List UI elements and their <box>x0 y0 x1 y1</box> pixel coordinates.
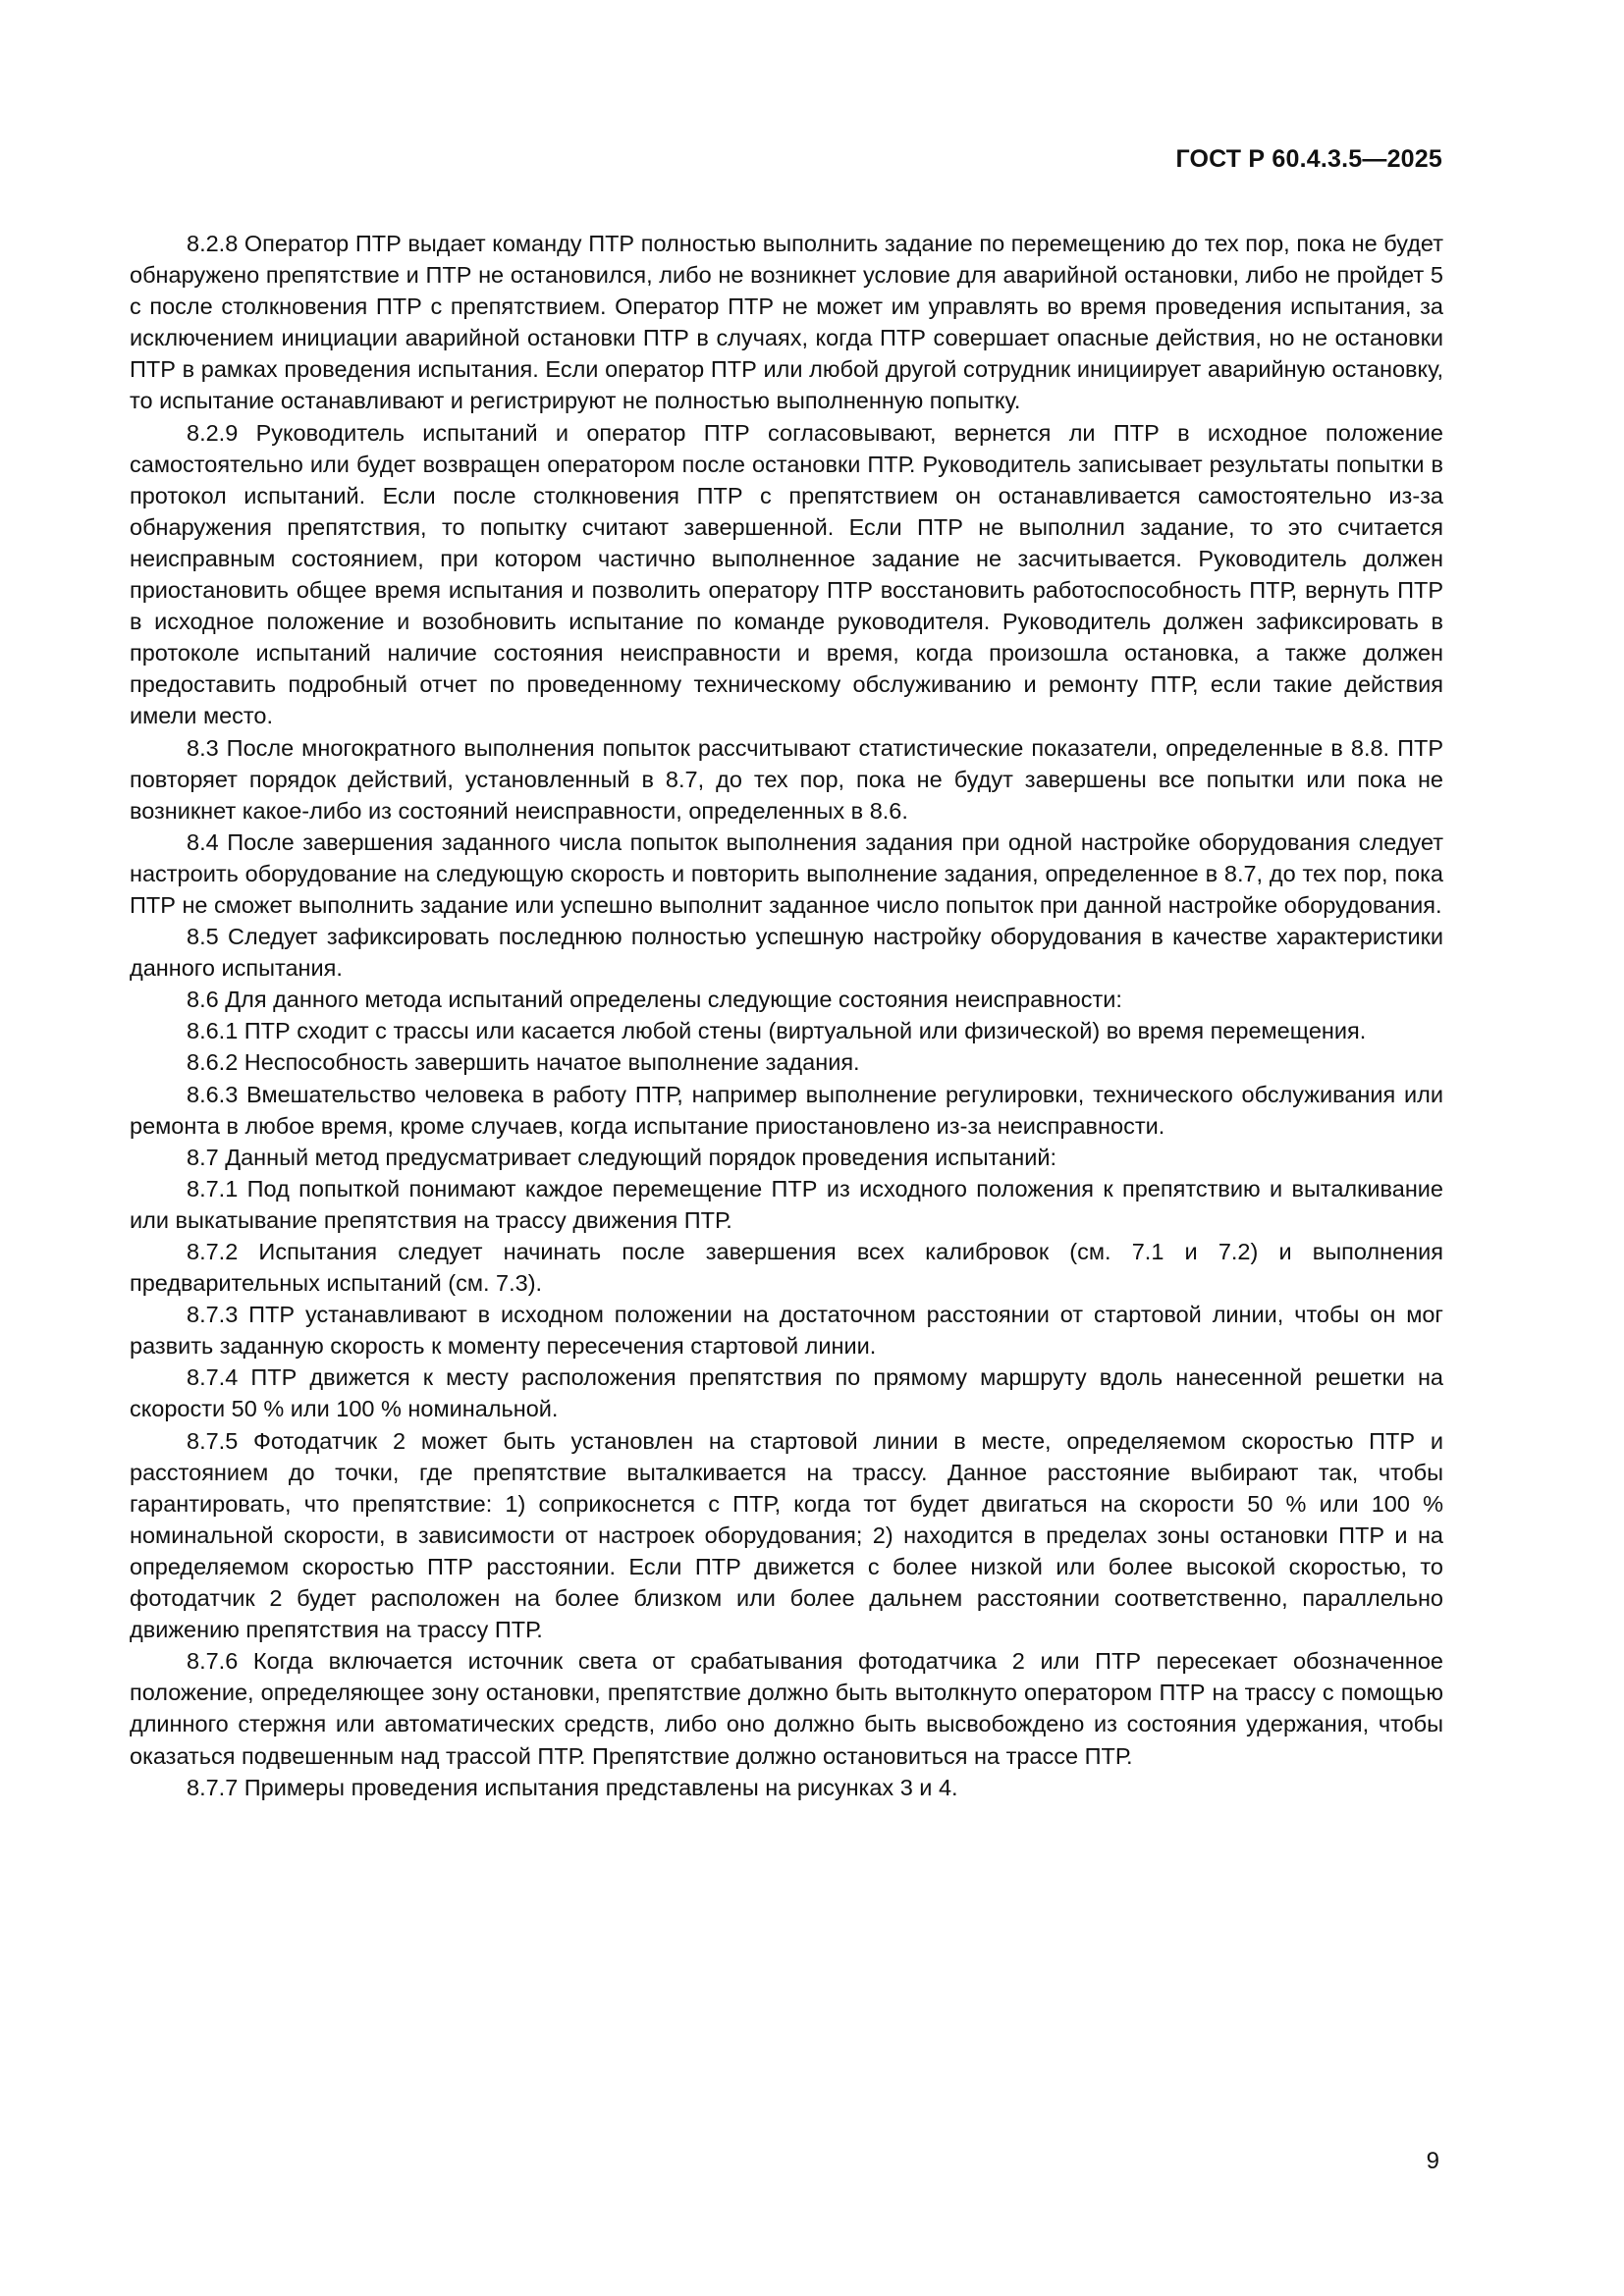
paragraph-8-7-5: 8.7.5 Фотодатчик 2 может быть установлен на стартовой линии в месте, определяемом скоростью ПТР и расстоянием до точки, где препятствие выталкивается на трассу. Данное расстояние выбирают так, чтобы гарантировать, что препятствие: 1) соприкоснется с ПТР, когда тот будет двигаться на скорости 50 % или 100 % номинальной скорости, в зависимости от настроек оборудования; 2) находится в пределах зоны остановки ПТР и на определяемом скоростью ПТР расстоянии. Если ПТР движется с более низкой или более высокой скоростью, то фотодатчик 2 будет расположен на более близком или более дальнем расстоянии соответственно, параллельно движению препятствия на трассу ПТР. <box>130 1427 1443 1643</box>
paragraph-8-6: 8.6 Для данного метода испытаний определены следующие состояния неисправности: <box>187 987 1122 1013</box>
paragraph-8-6-3: 8.6.3 Вмешательство человека в работу ПТР, например выполнение регулировки, технического обслуживания или ремонта в любое время, кроме случаев, когда испытание приостановлено из-за неисправности. <box>130 1081 1443 1139</box>
paragraph-8-6-2: 8.6.2 Неспособность завершить начатое выполнение задания. <box>187 1049 860 1076</box>
paragraph-8-2-8: 8.2.8 Оператор ПТР выдает команду ПТР полностью выполнить задание по перемещению до тех пор, пока не будет обнаружено препятствие и ПТР не остановился, либо не возникнет условие для аварийной остановки, либо не пройдет 5 с после столкновения ПТР с препятствием. Оператор ПТР не может им управлять во время проведения испытания, за исключением инициации аварийной остановки ПТР в случаях, когда ПТР совершает опасные действия, но не остановки ПТР в рамках проведения испытания. Если оператор ПТР или любой другой сотрудник инициирует аварийную остановку, то испытание останавливают и регистрируют не полностью выполненную попытку. <box>130 231 1443 414</box>
paragraph-8-7-4: 8.7.4 ПТР движется к месту расположения препятствия по прямому маршруту вдоль нанесенной решетки на скорости 50 % или 100 % номинальной. <box>130 1364 1443 1422</box>
paragraph-8-7-6: 8.7.6 Когда включается источник света от срабатывания фотодатчика 2 или ПТР пересекает обозначенное положение, определяющее зону остановки, препятствие должно быть вытолкнуто оператором ПТР на трассу с помощью длинного стержня или автоматических средств, либо оно должно быть высвобождено из состояния удержания, чтобы оказаться подвешенным над трассой ПТР. Препятствие должно остановиться на трассе ПТР. <box>130 1648 1443 1769</box>
page-number: 9 <box>1426 2148 1439 2174</box>
paragraph-8-2-9: 8.2.9 Руководитель испытаний и оператор ПТР согласовывают, вернется ли ПТР в исходное положение самостоятельно или будет возвращен оператором после остановки ПТР. Руководитель записывает результаты попытки в протокол испытаний. Если после столкновения ПТР с препятствием он останавливается самостоятельно из-за обнаружения препятствия, то попытку считают завершенной. Если ПТР не выполнил задание, то это считается неисправным состоянием, при котором частично выполненное задание не засчитывается. Руководитель должен приостановить общее время испытания и позволить оператору ПТР восстановить работоспособность ПТР, вернуть ПТР в исходное положение и возобновить испытание по команде руководителя. Руководитель должен зафиксировать в протоколе испытаний наличие состояния неисправности и время, когда произошла остановка, а также должен предоставить подробный отчет по проведенному техническому обслуживанию и ремонту ПТР, если такие действия имели место. <box>130 419 1443 729</box>
paragraph-8-4: 8.4 После завершения заданного числа попыток выполнения задания при одной настройке оборудования следует настроить оборудование на следующую скорость и повторить выполнение задания, определенное в 8.7, до тех пор, пока ПТР не сможет выполнить задание или успешно выполнит заданное число попыток при данной настройке оборудования. <box>130 828 1443 918</box>
paragraph-8-3: 8.3 После многократного выполнения попыток рассчитывают статистические показатели, определенные в 8.8. ПТР повторяет порядок действий, установленный в 8.7, до тех пор, пока не будут завершены все попытки или пока не возникнет какое-либо из состояний неисправности, определенных в 8.6. <box>130 734 1443 824</box>
paragraph-8-7-7: 8.7.7 Примеры проведения испытания представлены на рисунках 3 и 4. <box>187 1774 958 1800</box>
paragraph-8-6-1: 8.6.1 ПТР сходит с трассы или касается любой стены (виртуальной или физической) во время перемещения. <box>187 1018 1367 1044</box>
paragraph-8-7-2: 8.7.2 Испытания следует начинать после завершения всех калибровок (см. 7.1 и 7.2) и выполнения предварительных испытаний (см. 7.3). <box>130 1239 1443 1297</box>
document-header: ГОСТ Р 60.4.3.5—2025 <box>1175 145 1442 173</box>
paragraph-8-5: 8.5 Следует зафиксировать последнюю полностью успешную настройку оборудования в качестве характеристики данного испытания. <box>130 924 1443 982</box>
paragraph-8-7-1: 8.7.1 Под попыткой понимают каждое перемещение ПТР из исходного положения к препятствию и выталкивание или выкатывание препятствия на трассу движения ПТР. <box>130 1175 1443 1233</box>
document-body <box>130 228 1443 1803</box>
paragraph-8-7-3: 8.7.3 ПТР устанавливают в исходном положении на достаточном расстоянии от стартовой линии, чтобы он мог развить заданную скорость к моменту пересечения стартовой линии. <box>130 1302 1443 1360</box>
paragraph-8-7: 8.7 Данный метод предусматривает следующий порядок проведения испытаний: <box>187 1144 1057 1170</box>
